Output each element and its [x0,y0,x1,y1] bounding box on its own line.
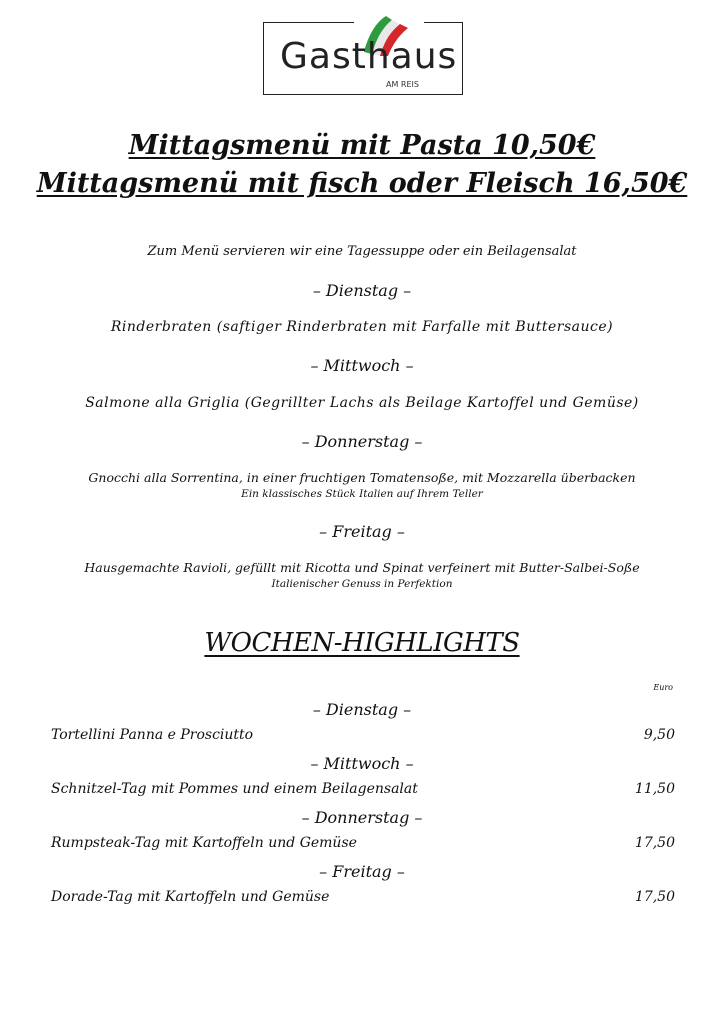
highlight-name: Rumpsteak-Tag mit Kartoffeln und Gemüse [51,835,357,851]
highlight-name: Schnitzel-Tag mit Pommes und einem Beilagensalat [51,781,418,797]
day-heading: – Donnerstag – [301,432,423,451]
intro-text: Zum Menü servieren wir eine Tagessuppe oder ein Beilagensalat [147,244,577,259]
day-heading: – Dienstag – [312,281,412,300]
logo-name: Gasthaus [280,36,458,77]
dish-note: Italienischer Genuss in Perfektion [271,578,453,590]
highlight-day: – Mittwoch – [310,754,414,773]
dish-note: Ein klassisches Stück Italien auf Ihrem Teller [241,488,483,500]
highlight-price: 11,50 [634,781,675,797]
dish-text: Gnocchi alla Sorrentina, in einer fruchtigen Tomatensoße, mit Mozzarella überbacken [88,470,636,485]
highlight-price: 17,50 [634,835,675,851]
day-heading: – Mittwoch – [310,356,414,375]
highlight-day: – Dienstag – [312,700,412,719]
menu-price-line-1: Mittagsmenü mit Pasta 10,50€ [128,130,596,161]
highlight-day: – Freitag – [319,862,405,881]
highlight-price: 17,50 [634,889,675,905]
dish-text: Rinderbraten (saftiger Rinderbraten mit Farfalle mit Buttersauce) [110,319,614,335]
highlights-title: WOCHEN-HIGHLIGHTS [204,628,520,658]
day-heading: – Freitag – [319,522,405,541]
currency-label: Euro [653,683,673,692]
highlight-price: 9,50 [643,727,675,743]
highlight-name: Dorade-Tag mit Kartoffeln und Gemüse [51,889,330,905]
logo-subtitle: AM REIS [386,80,419,89]
menu-price-line-2: Mittagsmenü mit fisch oder Fleisch 16,50€ [36,168,688,199]
dish-text: Salmone alla Griglia (Gegrillter Lachs als Beilage Kartoffel und Gemüse) [85,395,639,411]
highlight-name: Tortellini Panna e Prosciutto [51,727,254,743]
highlight-day: – Donnerstag – [301,808,423,827]
dish-text: Hausgemachte Ravioli, gefüllt mit Ricotta und Spinat verfeinert mit Butter-Salbei-Soße [84,560,640,575]
